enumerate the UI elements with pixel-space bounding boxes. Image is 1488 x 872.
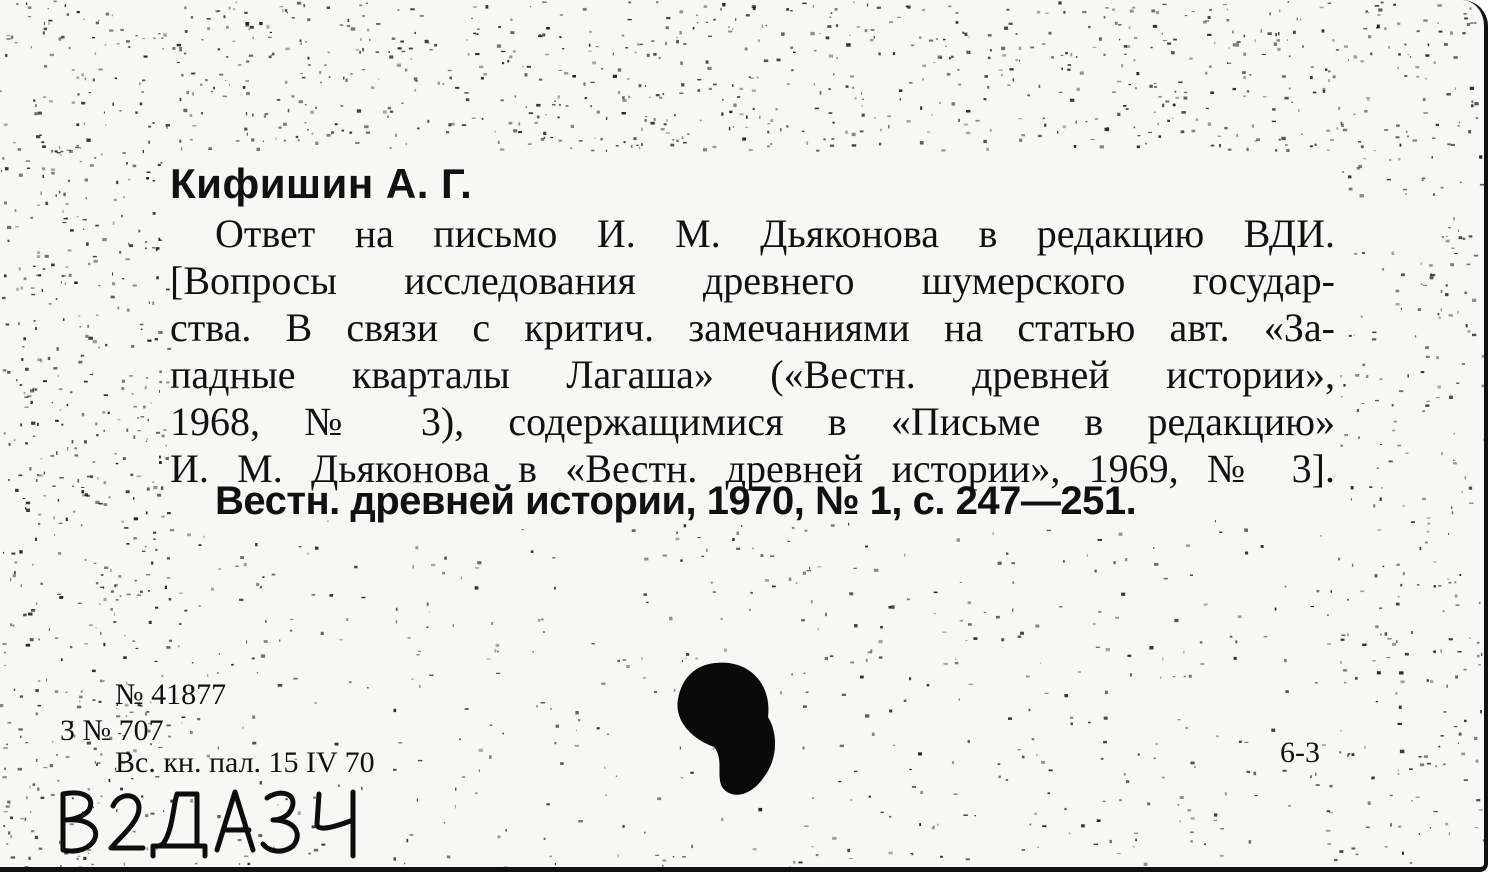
order-number: 3 № 707 [60,714,164,747]
annotation-line: ства. В связи с критич. замечаниями на статью авт. «За- [170,305,1335,350]
annotation-line: падные кварталы Лагаша» («Вестн. древней истории», [170,352,1335,397]
annotation-line: И. М. Дьяконова в «Вестн. древней истории», 1969, № 3]. [170,446,1335,491]
annotation-line: Ответ на письмо И. М. Дьяконова в редакцию ВДИ. [215,211,1335,256]
annotation-line: 1968, № 3), содержащимися в «Письме в редакцию» [170,399,1335,444]
ink-blot-hole [660,655,790,805]
chamber-note: Вс. кн. пал. 15 IV 70 [115,746,375,779]
annotation-line: [Вопросы исследования древнего шумерского государ- [170,258,1335,303]
annotation-block [170,210,1335,492]
handwritten-shelf-code [55,780,375,860]
record-number: № 41877 [115,678,227,711]
source-citation: Вестн. древней истории, 1970, № 1, с. 247—251. [215,479,1137,523]
class-code: 6-3 [1280,736,1320,769]
author-heading: Кифишин А. Г. [170,160,473,207]
